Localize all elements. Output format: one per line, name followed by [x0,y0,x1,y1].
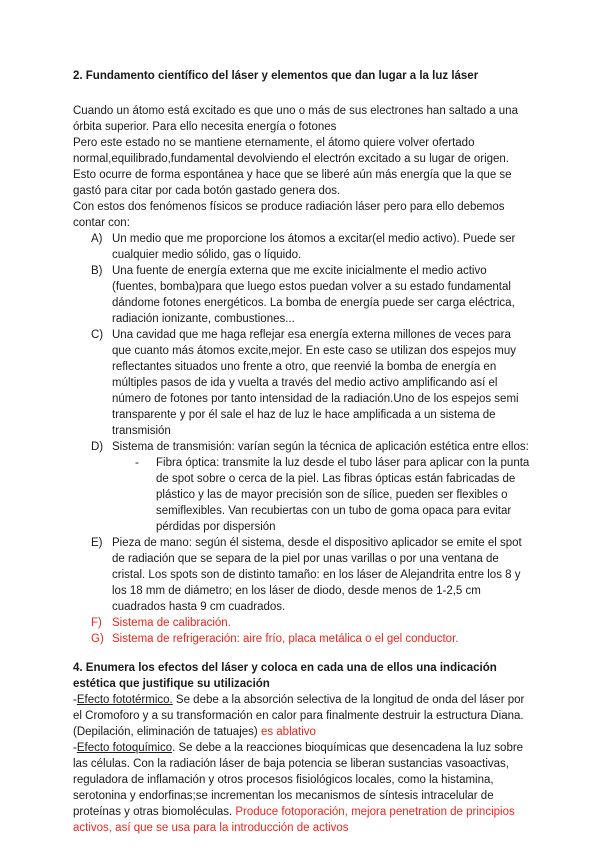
list-item-e [73,535,530,615]
intro-paragraph-3: Con estos dos fenómenos físicos se produce radiación láser pero para ello debemos contar con: [73,201,505,229]
effect-note: es ablativo [260,726,316,738]
list-item-text: Sistema de refrigeración: aire frío, placa metálica o el gel conductor. [112,633,459,645]
effect-text: . Se debe a la reacciones bioquímicas que desencadena la luz sobre las células. Con la radiación láser de baja potencia se liberan sustancias vasoactivas, reguladora de inflamación y otros procesos fisiológicos locales, como la histamina, serotonina y endorfinas;se incrementan los mecanismos de síntesis intracelular de proteínas y otras biomoléculas. [73,742,524,818]
effect-dash: - [73,742,77,754]
list-marker: F) [91,617,102,629]
list-item-text: Sistema de calibración. [112,617,231,629]
list-item-text: Una cavidad que me haga reflejar esa energía externa millones de veces para que cuanto más átomos excite,mejor. En este caso se utilizan dos espejos muy reflectantes situados uno frente a otro, que reenvié la bomba de energía en múltiples pasos de ida y vuelta a través del medio activo amplificando así el número de fotones por tanto intensidad de la radiación.Uno de los espejos semi transparente y por él sale el haz de luz le hace amplificada a un sistema de transmisión [112,329,519,437]
list-item-c [73,327,530,439]
list-item-text: Una fuente de energía externa que me excite inicialmente el medio activo (fuentes, bomba)para que luego estos puedan volver a su estado fundamental dándome fotones energéticos. La bomba de energía puede ser carga eléctrica, radiación ionizante, combustiones... [112,265,515,325]
effect-phototermal [73,692,530,740]
list-marker: E) [91,537,103,549]
laser-elements-list [73,231,530,647]
list-marker: A) [91,233,103,245]
list-marker: B) [91,265,103,277]
effect-photochemical [73,740,530,836]
intro-paragraph-2: Pero este estado no se mantiene eternamente, el átomo quiere volver ofertado normal,equilibrado,fundamental devolviendo el electrón excitado a su lugar de origen. Esto ocurre de forma espontánea y hace que se liberé aún más energía que la que se gastó para citar por cada botón gastado genera dos. [73,137,512,197]
list-item-text: Un medio que me proporcione los átomos a excitar(el medio activo). Puede ser cualquier medio sólido, gas o líquido. [112,233,516,261]
section-heading-2: 2. Fundamento científico del láser y elementos que dan lugar a la luz láser [73,70,479,82]
sub-list-marker: - [135,457,139,469]
intro-paragraph-1: Cuando un átomo está excitado es que uno o más de sus electrones han saltado a una órbita superior. Para ello necesita energía o fotones [73,105,518,133]
effect-note: Produce fotoporación, mejora penetration de principios activos, así que se usa para la introducción de activos [73,806,515,834]
effect-name: Efecto fotoquímico [76,742,173,754]
list-item-b [73,263,530,327]
list-item-text: Sistema de transmisión: varían según la técnica de aplicación estética entre ellos: [112,441,529,453]
list-item-text: Pieza de mano: según él sistema, desde el dispositivo aplicador se emite el spot de radiación que se separa de la piel por unas varillas o por una ventana de cristal. Los spots son de distinto tamaño: en los láser de Alejandrita entre los 8 y los 18 mm de diámetro; en los láser de diodo, desde menos de 1-2,5 cm cuadrados hasta 9 cm cuadrados. [112,537,522,613]
section-heading-4: 4. Enumera los efectos del láser y coloca en cada una de ellos una indicación estética que justifique su utilización [73,662,497,690]
list-item-a [73,231,530,263]
list-item-d [73,439,530,535]
effect-text: Se debe a la absorción selectiva de la longitud de onda del láser por el Cromoforo y a su transformación en calor para finalmente destruir la estructura Diana. (Depilación, eliminación de tatuajes) [73,694,525,738]
effect-name: Efecto fototérmico. [76,694,173,706]
effect-dash: - [73,694,77,706]
list-item-g [73,631,530,647]
list-marker: D) [91,441,104,453]
sub-list-item [135,455,530,535]
sub-list-text: Fibra óptica: transmite la luz desde el tubo láser para aplicar con la punta de spot sobre o cerca de la piel. Las fibras ópticas están fabricadas de plástico y las de mayor precisión son de sílice, pueden ser flexibles o semiflexibles. Van recubiertas con un tubo de goma opaca para evitar pérdidas por dispersión [156,457,530,533]
list-marker: G) [91,633,104,645]
list-item-f [73,615,530,631]
list-marker: C) [91,329,104,341]
